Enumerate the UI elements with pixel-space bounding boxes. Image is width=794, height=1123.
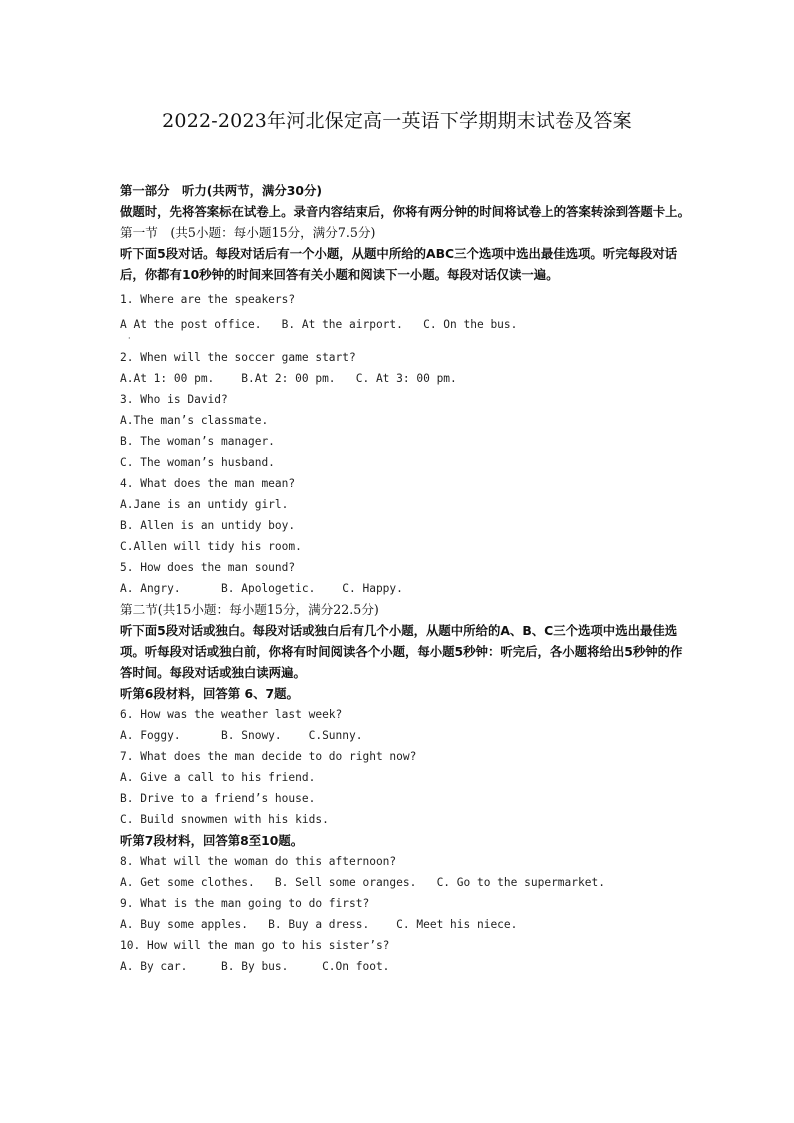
q7-stem: 7. What does the man decide to do right now? [120, 750, 417, 763]
section2-instruction: 听下面5段对话或独白。每段对话或独白后有几个小题，从题中所给的A、B、C三个选项中选出最佳选项。听每段对话或独白前，你将有时间阅读各个小题，每小题5秒钟：听完后，各小题将给出5秒钟的作答时间。每段对话或独白读两遍。 [120, 623, 683, 680]
section1-heading: 第一节 (共5小题：每小题15分，满分7.5分) [120, 225, 376, 240]
q4-option-b: B. Allen is an untidy boy. [120, 519, 296, 532]
q9-options: A. Buy some apples. B. Buy a dress. C. Meet his niece. [120, 918, 518, 931]
q4-stem: 4. What does the man mean? [120, 477, 296, 490]
q10-options: A. By car. B. By bus. C.On foot. [120, 960, 390, 973]
material6-heading: 听第6段材料，回答第 6、7题。 [120, 686, 299, 701]
q5-options: A. Angry. B. Apologetic. C. Happy. [120, 582, 403, 595]
material7-heading: 听第7段材料，回答第8至10题。 [120, 833, 304, 848]
q8-options: A. Get some clothes. B. Sell some oranges. C. Go to the supermarket. [120, 876, 605, 889]
q3-option-b: B. The woman’s manager. [120, 435, 275, 448]
q4-option-a: A.Jane is an untidy girl. [120, 498, 289, 511]
part1-instruction: 做题时，先将答案标在试卷上。录音内容结束后，你将有两分钟的时间将试卷上的答案转涂到答题卡上。 [120, 204, 690, 219]
section2-heading: 第二节(共15小题：每小题15分，满分22.5分) [120, 602, 379, 617]
q3-stem: 3. Who is David? [120, 393, 228, 406]
q6-stem: 6. How was the weather last week? [120, 708, 343, 721]
part1-heading: 第一部分 听力(共两节，满分30分) [120, 183, 323, 198]
page-title: 2022-2023年河北保定高一英语下学期期末试卷及答案 [162, 110, 632, 132]
q7-option-a: A. Give a call to his friend. [120, 771, 316, 784]
q9-stem: 9. What is the man going to do first? [120, 897, 370, 910]
q5-stem: 5. How does the man sound? [120, 561, 296, 574]
q8-stem: 8. What will the woman do this afternoon? [120, 855, 397, 868]
q2-options: A.At 1: 00 pm. B.At 2: 00 pm. C. At 3: 00 pm. [120, 372, 457, 385]
q1-options: A At the post office. B. At the airport. C. On the bus. [120, 318, 518, 331]
q10-stem: 10. How will the man go to his sister’s? [120, 939, 390, 952]
q2-stem: 2. When will the soccer game start? [120, 351, 356, 364]
document-body [120, 180, 690, 977]
q3-option-c: C. The woman’s husband. [120, 456, 275, 469]
section1-instruction: 听下面5段对话。每段对话后有一个小题，从题中所给的ABC三个选项中选出最佳选项。听完每段对话后，你都有10秒钟的时间来回答有关小题和阅读下一小题。每段对话仅读一遍。 [120, 246, 678, 282]
q4-option-c: C.Allen will tidy his room. [120, 540, 302, 553]
q7-option-c: C. Build snowmen with his kids. [120, 813, 329, 826]
q3-option-a: A.The man’s classmate. [120, 414, 269, 427]
q6-options: A. Foggy. B. Snowy. C.Sunny. [120, 729, 363, 742]
stray-mark: · [128, 334, 131, 343]
q7-option-b: B. Drive to a friend’s house. [120, 792, 316, 805]
q1-stem: 1. Where are the speakers? [120, 293, 296, 306]
